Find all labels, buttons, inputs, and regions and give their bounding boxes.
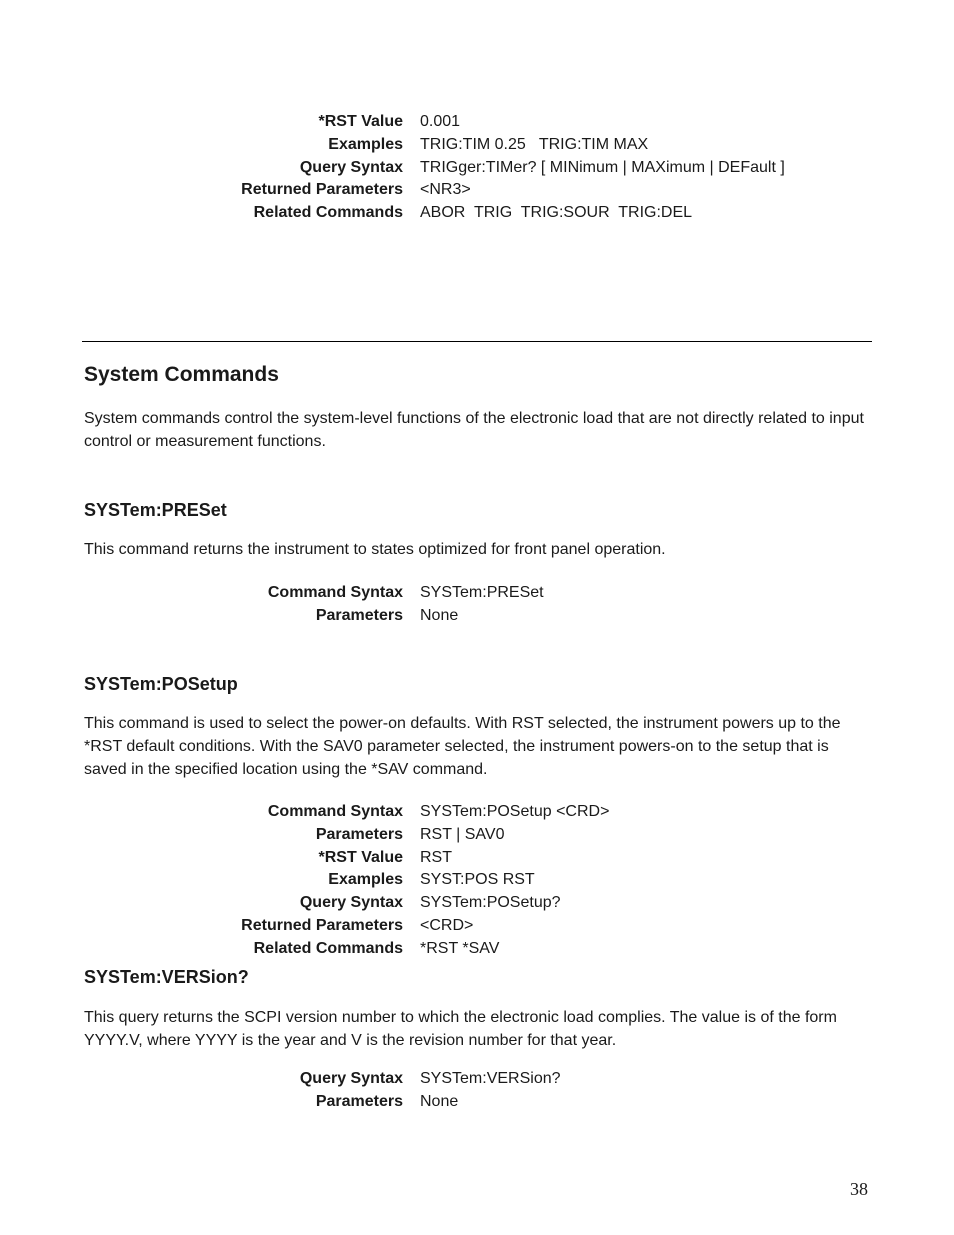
param-value: None [420, 1092, 459, 1110]
param-row [0, 1093, 954, 1116]
param-value: SYSTem:VERSion? [420, 1070, 561, 1087]
param-value: ABOR TRIG TRIG:SOUR TRIG:DEL [420, 204, 693, 222]
trig-timer-param-table [0, 113, 954, 227]
param-label: Returned Parameters [241, 181, 403, 199]
param-row [0, 607, 954, 630]
param-row [0, 181, 954, 204]
param-label: Examples [328, 871, 403, 889]
param-value: SYST:POS RST [420, 871, 535, 889]
version-description: This query returns the SCPI version number to which the electronic load complies. The value is of the form YYYY.V, where YYYY is the year and V is the revision number for that year. [84, 1009, 837, 1049]
section-divider [82, 341, 872, 342]
posetup-param-table [0, 803, 954, 963]
param-label: Query Syntax [299, 894, 403, 912]
param-label: *RST Value [318, 113, 403, 130]
param-label: *RST Value [318, 848, 403, 866]
param-label: Query Syntax [299, 1070, 403, 1087]
param-value: SYSTem:PRESet [420, 584, 544, 601]
param-row [0, 940, 954, 963]
param-row [0, 871, 954, 894]
param-row [0, 204, 954, 227]
preset-description: This command returns the instrument to states optimized for front panel operation. [84, 541, 666, 558]
param-label: Command Syntax [267, 803, 403, 820]
param-label: Examples [328, 135, 403, 153]
param-label: Returned Parameters [241, 916, 403, 934]
version-param-table [0, 1070, 954, 1116]
param-value: RST | SAV0 [420, 825, 505, 843]
posetup-heading: SYSTem:POSetup [84, 674, 238, 694]
param-row [0, 826, 954, 849]
param-row [0, 159, 954, 182]
page-number: 38 [850, 1179, 868, 1199]
param-label: Parameters [315, 825, 403, 843]
param-label: Command Syntax [267, 584, 403, 601]
param-value: <CRD> [420, 916, 474, 934]
param-value: TRIGger:TIMer? [ MINimum | MAXimum | DEFault ] [420, 158, 785, 176]
param-label: Parameters [315, 1092, 403, 1110]
param-value: <NR3> [420, 181, 471, 199]
param-label: Query Syntax [299, 158, 403, 176]
param-row [0, 917, 954, 940]
param-value: *RST *SAV [420, 939, 500, 957]
param-value: SYSTem:POSetup? [420, 894, 561, 912]
param-value: TRIG:TIM 0.25 TRIG:TIM MAX [420, 135, 649, 153]
param-label: Parameters [315, 606, 403, 624]
param-row [0, 113, 954, 136]
preset-param-table [0, 584, 954, 630]
param-label: Related Commands [253, 939, 403, 957]
section-title: System Commands [84, 363, 279, 386]
param-value: RST [420, 848, 452, 866]
param-row [0, 849, 954, 872]
param-row [0, 584, 954, 607]
param-value: SYSTem:POSetup <CRD> [420, 803, 610, 820]
param-label: Related Commands [253, 204, 403, 222]
preset-heading: SYSTem:PRESet [84, 500, 227, 520]
param-value: 0.001 [420, 113, 461, 130]
version-heading: SYSTem:VERSion? [84, 967, 249, 987]
param-row [0, 136, 954, 159]
posetup-description: This command is used to select the power-on defaults. With RST selected, the instrument powers up to the *RST default conditions. With the SAV0 parameter selected, the instrument powers-on to the setup that is saved in the specified location using the *SAV command. [84, 715, 841, 778]
param-row [0, 803, 954, 826]
param-row [0, 894, 954, 917]
param-row [0, 1070, 954, 1093]
param-value: None [420, 606, 459, 624]
section-intro: System commands control the system-level functions of the electronic load that are not directly related to input control or measurement functions. [84, 410, 864, 450]
